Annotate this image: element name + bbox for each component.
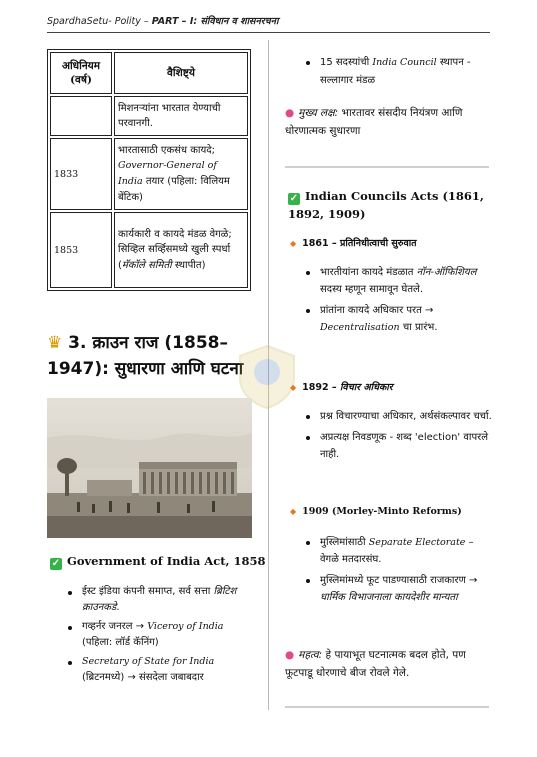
list-1892 <box>304 408 494 467</box>
item-term: Secretary of State for India <box>82 656 215 668</box>
goi-act-list <box>66 584 256 689</box>
note-label: मुख्य लक्ष: <box>298 107 339 119</box>
councils-title-text: Indian Councils Acts (1861, 1892, 1909) <box>288 189 484 222</box>
item-term: India Council <box>372 57 437 68</box>
brain-icon: ● <box>285 649 295 661</box>
diamond-icon: ◆ <box>290 383 297 392</box>
note-text: हे पायाभूत घटनात्मक बदल होते, पण फूटपाडू धोरणाचे बीज रोवले गेले. <box>285 649 466 680</box>
diamond-icon: ◆ <box>290 506 297 516</box>
item-text: प्रांतांना कायदे अधिकार परत → <box>320 305 434 316</box>
note-label: महत्व: <box>298 649 323 661</box>
feature-term: मॅकॉले समिती <box>121 259 172 271</box>
header-source: SpardhaSetu- Polity – <box>47 16 152 27</box>
crown-icon: ♛ <box>47 333 63 353</box>
item-text: – वेगळे मतदारसंघ. <box>320 537 474 566</box>
header-part: PART – I: संविधान व शासनरचना <box>151 16 279 27</box>
historic-building-image <box>47 398 252 538</box>
goi-act-title-text: Government of India Act, 1858 <box>67 554 266 568</box>
row-year: 1853 <box>50 212 112 288</box>
list-item <box>304 429 494 463</box>
subheading-text: 1909 (Morley-Minto Reforms) <box>302 506 462 517</box>
checkmark-icon: ✓ <box>289 193 299 204</box>
table-row <box>50 212 248 288</box>
diamond-icon: ◆ <box>290 239 297 248</box>
row-year: 1833 <box>50 138 112 210</box>
item-term: Decentralisation <box>320 322 400 333</box>
list-item <box>304 302 494 336</box>
item-text: चा प्रारंभ. <box>399 322 438 333</box>
item-text: स्थापन - सल्लागार मंडळ <box>320 57 471 86</box>
item-text: भारतीयांना कायदे मंडळात <box>320 267 417 278</box>
feature-text: भारतासाठी एकसंध कायदे; <box>118 144 215 156</box>
item-term: ब्रिटिश क्राउनकडे <box>82 586 237 613</box>
india-council-list <box>304 54 504 90</box>
row-feature: मिशनऱ्यांना भारतात येण्याची परवानगी. <box>114 96 248 136</box>
subheading-1892 <box>290 380 393 393</box>
feature-term: Governor-General of India <box>118 160 217 187</box>
section-title-text: 3. क्राउन राज (1858–1947): सुधारणा आणि घटना <box>47 333 244 380</box>
feature-text: कार्यकारी व कायदे मंडळ वेगळे; सिव्हिल सर्व्हिसमध्ये खुली स्पर्धा ( <box>118 228 232 271</box>
item-text: अप्रत्यक्ष निवडणूक - शब्द 'election' वापरले नाही. <box>320 432 489 460</box>
section-rule <box>285 706 489 708</box>
list-item <box>304 54 504 90</box>
brain-icon: ● <box>285 107 295 119</box>
note-text: भारतावर संसदीय नियंत्रण आणि धोरणात्मक सुधारणा <box>285 107 463 138</box>
item-term: Viceroy of India <box>147 621 224 632</box>
item-term: नॉन-ऑफिशियल <box>416 267 477 278</box>
item-term: Separate Electorate <box>368 537 466 548</box>
item-text: प्रश्न विचारण्याचा अधिकार, अर्थसंकल्पावर चर्चा. <box>320 411 492 422</box>
item-text: . <box>116 601 120 613</box>
subheading-1861 <box>290 236 417 249</box>
main-focus-note <box>285 104 490 141</box>
row-feature <box>114 138 248 210</box>
goi-act-title <box>50 554 266 570</box>
item-text: गव्हर्नर जनरल → <box>82 621 148 632</box>
list-item <box>66 654 256 685</box>
feature-text: स्थापीत) <box>171 259 206 271</box>
table-row <box>50 138 248 210</box>
subheading-text: विचार अधिकार <box>339 382 393 393</box>
subheading-1909 <box>290 506 462 517</box>
subheading-year: 1892 – <box>302 382 340 393</box>
table-header-year: अधिनियम (वर्ष) <box>50 52 112 94</box>
header-rule <box>47 32 490 33</box>
list-item <box>304 408 494 425</box>
importance-note <box>285 646 493 683</box>
checkmark-icon: ✓ <box>51 558 61 569</box>
item-text: मुस्लिमांमध्ये फूट पाडण्यासाठी राजकारण → <box>320 575 478 587</box>
page-header <box>47 14 278 27</box>
item-text: 15 सदस्यांची <box>320 57 373 68</box>
item-term: धार्मिक विभाजनाला कायदेशीर मान्यता <box>320 592 458 604</box>
item-text: मुस्लिमांसाठी <box>320 537 369 548</box>
item-text: सदस्य म्हणून सामावून घेतले. <box>320 284 424 295</box>
list-item <box>66 619 256 650</box>
table-header-features: वैशिष्ट्ये <box>114 52 248 94</box>
councils-title <box>288 187 488 224</box>
subheading-text: 1861 – प्रतिनिधीत्वाची सुरुवात <box>302 238 417 249</box>
item-text: (पहिला: लॉर्ड कॅनिंग) <box>82 636 159 648</box>
section-rule <box>285 166 489 168</box>
item-text: (ब्रिटनमध्ये) → संसदेला जबाबदार <box>82 671 204 683</box>
list-item <box>66 584 256 615</box>
acts-table <box>47 49 251 291</box>
row-feature <box>114 212 248 288</box>
list-item <box>304 572 494 606</box>
feature-text: तयार (पहिला: विलियम बेंटिक) <box>118 176 230 203</box>
item-text: ईस्ट इंडिया कंपनी समाप्त, सर्व सत्ता <box>82 586 214 597</box>
section-title <box>47 330 257 383</box>
table-row <box>50 96 248 136</box>
list-1861 <box>304 264 494 340</box>
list-item <box>304 534 494 568</box>
row-year <box>50 96 112 136</box>
list-item <box>304 264 494 298</box>
acts-table-wrap <box>47 49 252 291</box>
list-1909 <box>304 534 494 610</box>
